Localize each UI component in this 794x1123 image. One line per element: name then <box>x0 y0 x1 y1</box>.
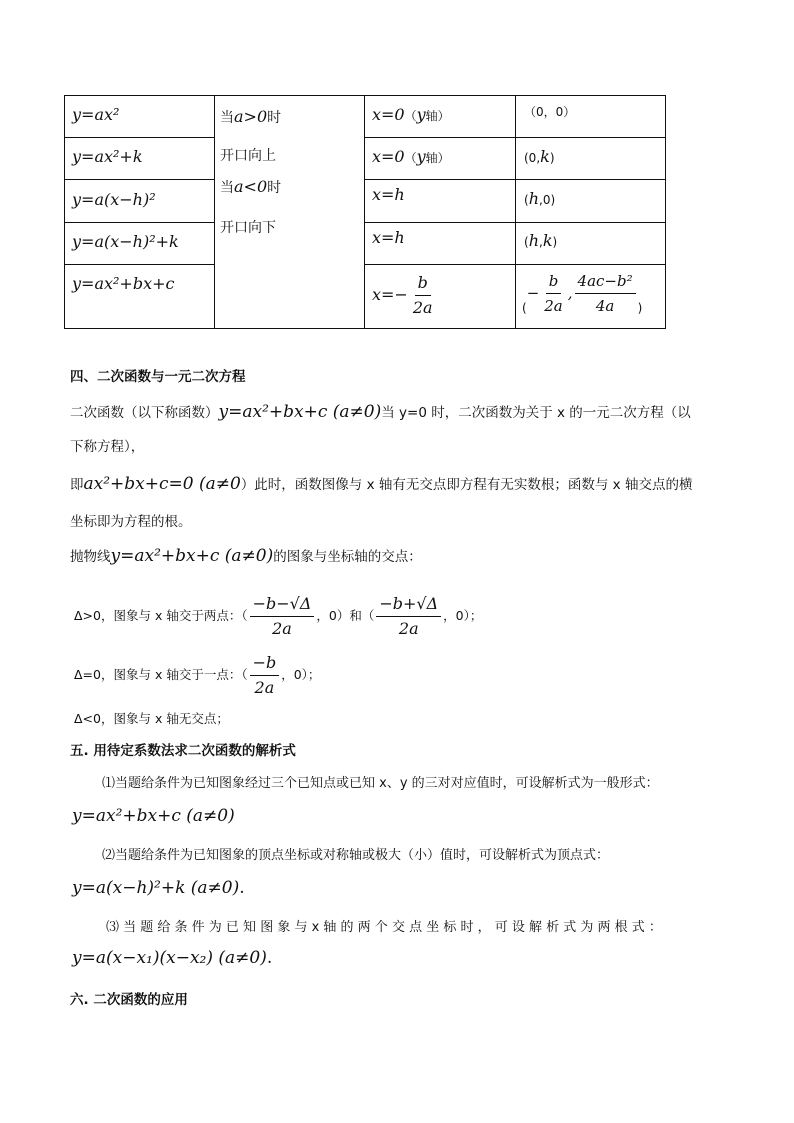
section-4-paragraph-3: 抛物线y=ax²+bx+c (a≠0)的图象与坐标轴的交点： <box>70 546 422 566</box>
section-4-paragraph-1: 二次函数（以下称函数）y=ax²+bx+c (a≠0)当 y=0 时，二次函数为关于 x 的一元二次方程（以 <box>70 402 691 422</box>
general-form-formula: y=ax²+bx+c (a≠0) <box>72 806 235 826</box>
formula-cell-4: y=a(x−h)²+k <box>72 232 179 251</box>
case-delta-negative: Δ<0，图象与 x 轴无交点； <box>74 711 229 726</box>
table-border-right <box>665 95 666 329</box>
table-border-top <box>64 95 666 96</box>
case-delta-zero: Δ=0，图象与 x 轴交于一点：（ $\frac{-b}{2a}$ ，0）； <box>74 653 321 697</box>
section-4-paragraph-2: 即ax²+bx+c=0 (a≠0）此时，函数图像与 x 轴有无交点即方程有无实数根；函数与 x 轴交点的横 <box>70 474 693 494</box>
method-general-form-text: ⑴当题给条件为已知图象经过三个已知点或已知 x、y 的三对对应值时，可设解析式为一般形式： <box>102 776 659 791</box>
section-4-paragraph-2-cont: 坐标即为方程的根。 <box>70 514 192 530</box>
vertex-cell-3: (h,0) <box>524 189 556 208</box>
formula-cell-1: y=ax² <box>72 105 120 124</box>
table-row-line <box>64 179 214 180</box>
table-row-line <box>64 222 214 223</box>
vertex-cell-1: （0，0） <box>524 105 576 119</box>
opening-condition-negative: 当a<0时 <box>220 177 282 196</box>
opening-up-label: 开口向上 <box>220 148 276 164</box>
vertex-cell-4: (h,k) <box>524 231 558 250</box>
axis-cell-1: x=0（y轴） <box>372 105 450 124</box>
table-border-bottom <box>64 328 666 329</box>
opening-down-label: 开口向下 <box>220 220 276 236</box>
opening-condition-positive: 当a>0时 <box>220 107 282 126</box>
table-divider-3 <box>515 95 516 329</box>
axis-cell-5: x=− $\frac{b}{2a}$ <box>372 273 433 317</box>
formula-cell-5: y=ax²+bx+c <box>72 274 175 293</box>
table-row-line <box>64 264 214 265</box>
table-divider-2 <box>364 95 365 329</box>
vertex-cell-2: (0,k) <box>524 147 555 166</box>
table-divider-1 <box>214 95 215 329</box>
section-5-heading: 五. 用待定系数法求二次函数的解析式 <box>70 743 296 759</box>
formula-cell-2: y=ax²+k <box>72 147 143 166</box>
table-row-line <box>64 137 214 138</box>
section-4-paragraph-1-cont: 下称方程）， <box>70 439 145 455</box>
case-delta-positive: Δ>0，图象与 x 轴交于两点：（ $\frac{-b-√\Delta}{2a}$ ，0）和（ $\frac{-b+√\Delta}{2a}$ ，0）； <box>74 594 483 638</box>
axis-cell-4: x=h <box>372 228 405 247</box>
quadratic-properties-table <box>64 95 666 329</box>
method-root-form-text: ⑶ 当 题 给 条 件 为 已 知 图 象 与 x 轴 的 两 个 交 点 坐 标 时 ， 可 设 解 析 式 为 两 根 式 ： <box>106 920 662 935</box>
method-vertex-form-text: ⑵当题给条件为已知图象的顶点坐标或对称轴或极大（小）值时，可设解析式为顶点式： <box>102 848 610 863</box>
vertex-form-formula: y=a(x−h)²+k (a≠0). <box>72 878 245 898</box>
table-border-left <box>64 95 65 329</box>
table-row-line <box>364 179 666 180</box>
axis-cell-2: x=0（y轴） <box>372 147 450 166</box>
table-row-line <box>364 137 666 138</box>
formula-cell-3: y=a(x−h)² <box>72 190 156 209</box>
section-4-heading: 四、二次函数与一元二次方程 <box>70 369 246 385</box>
section-6-heading: 六. 二次函数的应用 <box>70 992 188 1008</box>
root-form-formula: y=a(x−x₁)(x−x₂) (a≠0). <box>72 948 273 968</box>
axis-cell-3: x=h <box>372 185 405 204</box>
table-row-line <box>364 222 666 223</box>
table-row-line <box>364 264 666 265</box>
vertex-cell-5: $_($− $\frac{b}{2a}$ , $\frac{\text{4ac−b²}}{4a}$ $_)$ <box>522 272 643 315</box>
